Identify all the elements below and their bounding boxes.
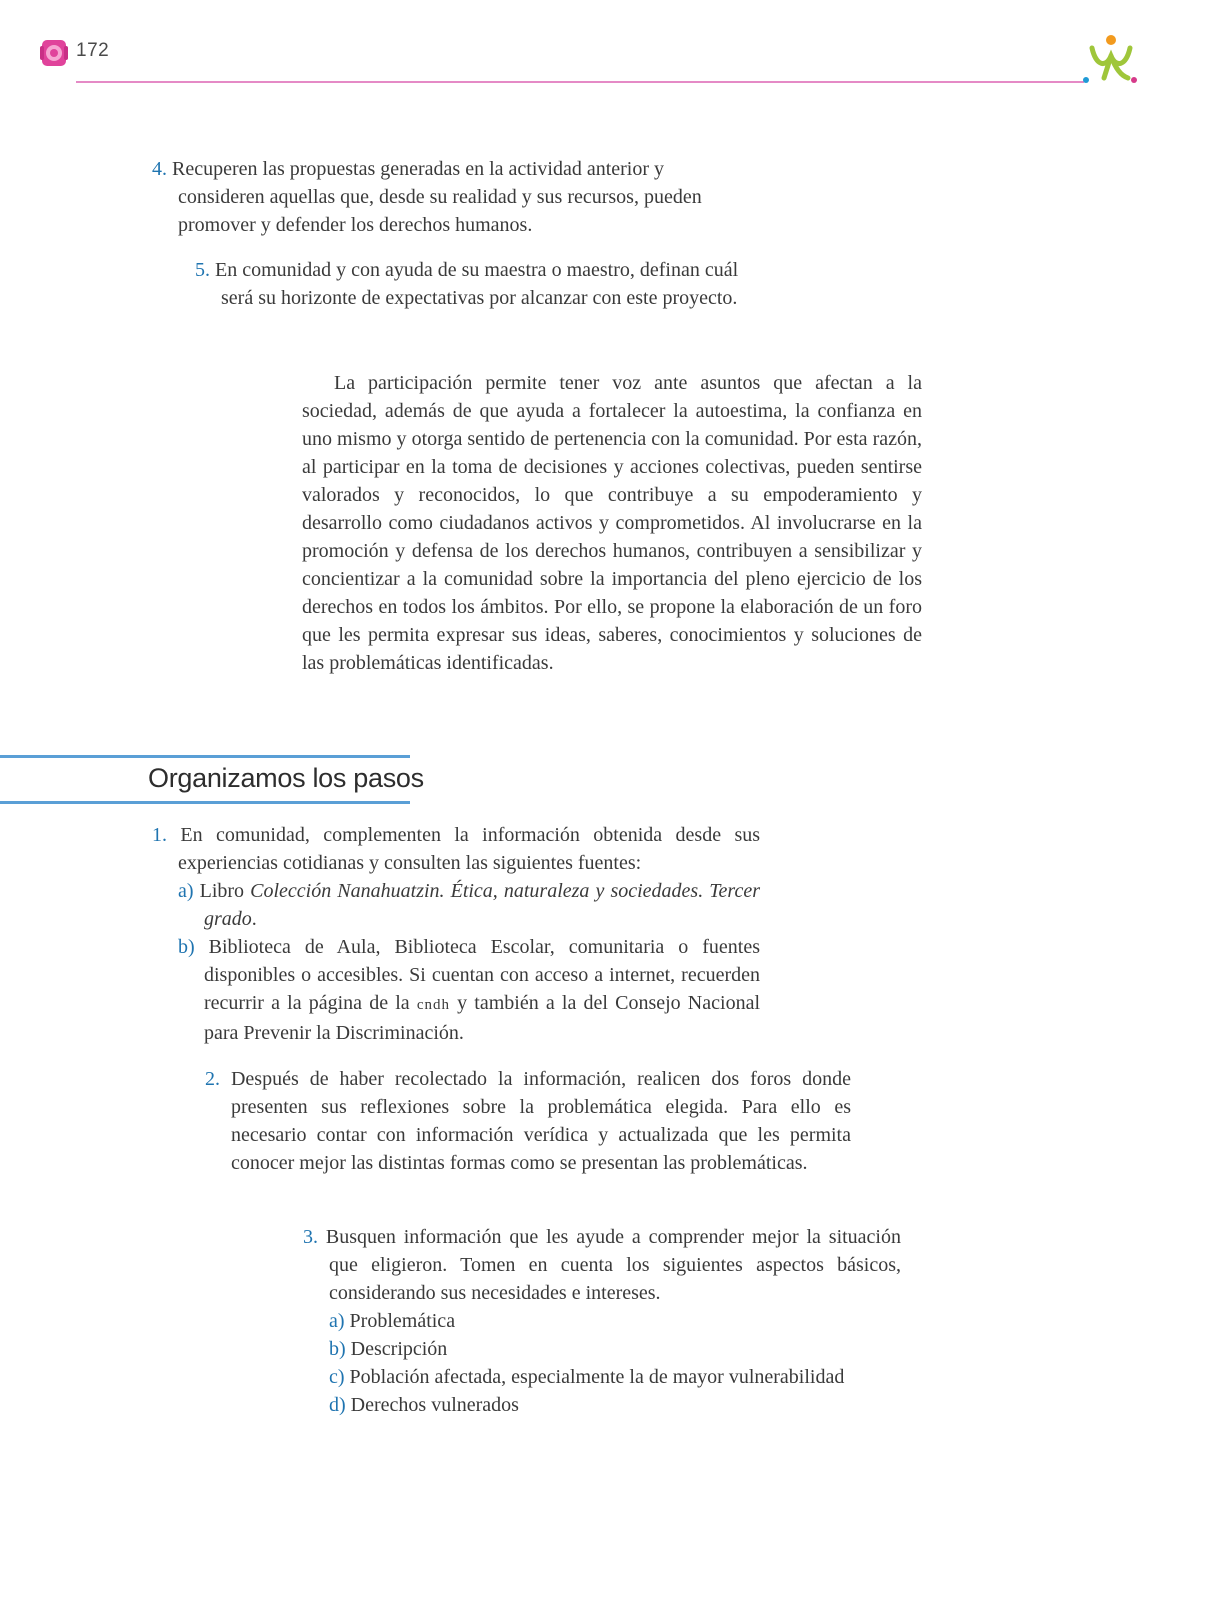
subitem-label: a) <box>178 880 194 902</box>
subitem-text: Derechos vulnerados <box>350 1394 519 1416</box>
item-text: Busquen información que les ayude a comprender mejor la situación que eligieron. Tomen en cuenta los siguientes aspectos básicos, considerando sus necesidades e intereses. <box>325 1226 901 1304</box>
body-paragraph: La participación permite tener voz ante asuntos que afectan a la sociedad, además de que ayuda a fortalecer la autoestima, la confianza en uno mismo y otorga sentido de pertenencia con la comunidad. Por esta razón, al participar en la toma de decisiones y acciones colectivas, pueden sentirse valorados y reconocidos, lo que contribuye a su empoderamiento y desarrollo como ciudadanos activos y comprometidos. Al involucrarse en la promoción y defensa de los derechos humanos, contribuyen a sensibilizar y concientizar a la comunidad sobre la importancia del pleno ejercicio de los derechos en todos los ámbitos. Por ello, se propone la elaboración de un foro que les permita expresar sus ideas, saberes, conocimientos y soluciones de las problemáticas identificadas. <box>302 372 922 674</box>
subitem-label: a) <box>329 1310 345 1332</box>
step-2 <box>205 1065 851 1177</box>
subitem-a <box>178 877 760 933</box>
subitem-text: Población afectada, especialmente la de mayor vulnerabilidad <box>349 1366 845 1388</box>
step-3 <box>303 1223 901 1419</box>
subitem-label: b) <box>178 936 195 958</box>
subitem-text-prefix: Libro <box>199 880 251 902</box>
subitem-label: d) <box>329 1394 346 1416</box>
section-rule-bottom <box>0 801 410 804</box>
step-1-intro <box>152 821 760 877</box>
list-item-5 <box>195 256 761 312</box>
step-1 <box>152 821 760 1047</box>
item-text: En comunidad, complementen la información obtenida desde sus experiencias cotidianas y consulten las siguientes fuentes: <box>178 824 761 874</box>
subitem-text: Descripción <box>350 1338 448 1360</box>
subitem-label: b) <box>329 1338 346 1360</box>
item-text: Después de haber recolectado la información, realicen dos foros donde presenten sus reflexiones sobre la problemática elegida. Para ello es necesario contar con información verídica y actualizada que les permita conocer mejor las distintas formas como se presentan las problemáticas. <box>230 1068 852 1174</box>
subitem-b <box>178 933 760 1047</box>
colorful-figure-logo <box>1082 34 1138 86</box>
item-number: 3. <box>303 1226 318 1248</box>
section-rule-top <box>0 755 410 758</box>
item-number: 5. <box>195 259 210 281</box>
list-item <box>329 1335 901 1363</box>
cndh-abbreviation: cndh <box>416 997 450 1013</box>
list-item <box>329 1391 901 1419</box>
pink-flower-icon <box>40 38 68 68</box>
subitem-text: Problemática <box>349 1310 456 1332</box>
subitem-label: c) <box>329 1366 345 1388</box>
page-header <box>0 0 1214 90</box>
item-text: Recuperen las propuestas generadas en la actividad anterior y consideren aquellas que, desde su realidad y sus recursos, pueden promover y defender los derechos humanos. <box>172 158 702 236</box>
step-3-intro <box>303 1223 901 1307</box>
section-title: Organizamos los pasos <box>148 763 424 793</box>
header-divider <box>76 81 1084 83</box>
subitem-text-cont: y también a la del Consejo Nacional para Prevenir la Discriminación. <box>204 992 760 1044</box>
item-number: 1. <box>152 824 167 846</box>
page-number: 172 <box>76 40 110 61</box>
subitem-list <box>329 1307 901 1419</box>
list-item <box>329 1307 901 1335</box>
subitem-text-suffix: . <box>251 908 257 930</box>
item-number: 2. <box>205 1068 220 1090</box>
subitem-text: Biblioteca de Aula, Biblioteca Escolar, comunitaria o fuentes disponibles o accesibles. Si cuentan con acceso a internet, recuerden recurrir a la página de la <box>204 936 760 1014</box>
book-title: Colección Nanahuatzin. Ética, naturaleza y sociedades. Tercer grado <box>204 880 761 930</box>
list-item <box>329 1363 901 1391</box>
item-text: En comunidad y con ayuda de su maestra o maestro, definan cuál será su horizonte de expectativas por alcanzar con este proyecto. <box>215 259 739 309</box>
list-item-4 <box>152 155 718 239</box>
item-number: 4. <box>152 158 167 180</box>
